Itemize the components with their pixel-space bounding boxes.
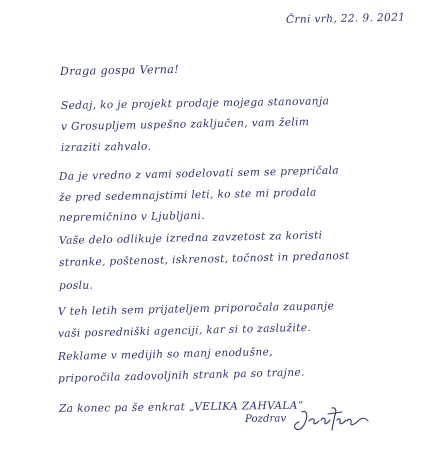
paragraph-5-line-1: Za konec pa še enkrat „VELIKA ZAHVALA“ — [58, 399, 304, 415]
paragraph-2-line-1: Da je vredno z vami sodelovati sem se prepričala — [58, 164, 340, 183]
paragraph-2-line-2: že pred sedemnajstimi leti, ko ste mi prodala — [58, 186, 317, 204]
paragraph-4-line-1: V teh letih sem prijateljem priporočala zaupanje — [57, 300, 335, 318]
paragraph-4-line-2: vaši posredniški agenciji, kar si to zaslužite. — [57, 321, 312, 340]
handwritten-signature — [292, 404, 380, 438]
letter-greeting: Draga gospa Verna! — [59, 62, 180, 78]
paragraph-3-line-1: Vaše delo odlikuje izredna zavzetost za koristi — [58, 229, 323, 247]
paragraph-1-line-1: Sedaj, ko je projekt prodaje mojega stanovanja — [60, 95, 330, 112]
letter-date: Črni vrh, 22. 9. 2021 — [285, 11, 406, 26]
letter-closing: Pozdrav — [244, 413, 287, 425]
paragraph-3-line-3: poslu. — [58, 279, 94, 292]
paragraph-1-line-3: izraziti zahvalo. — [60, 140, 152, 154]
paragraph-2-line-3: nepremičnino v Ljubljani. — [58, 209, 206, 224]
paragraph-3-line-2: stranke, poštenost, iskrenost, točnost in predanost — [58, 249, 350, 269]
paragraph-1-line-2: v Grosupljem uspešno zaključen, vam želim — [60, 116, 310, 133]
paragraph-4-line-4: priporočila zadovoljnih strank pa so trajne. — [57, 366, 305, 385]
paragraph-4-line-3: Reklame v medijih so manj enodušne, — [57, 346, 274, 363]
